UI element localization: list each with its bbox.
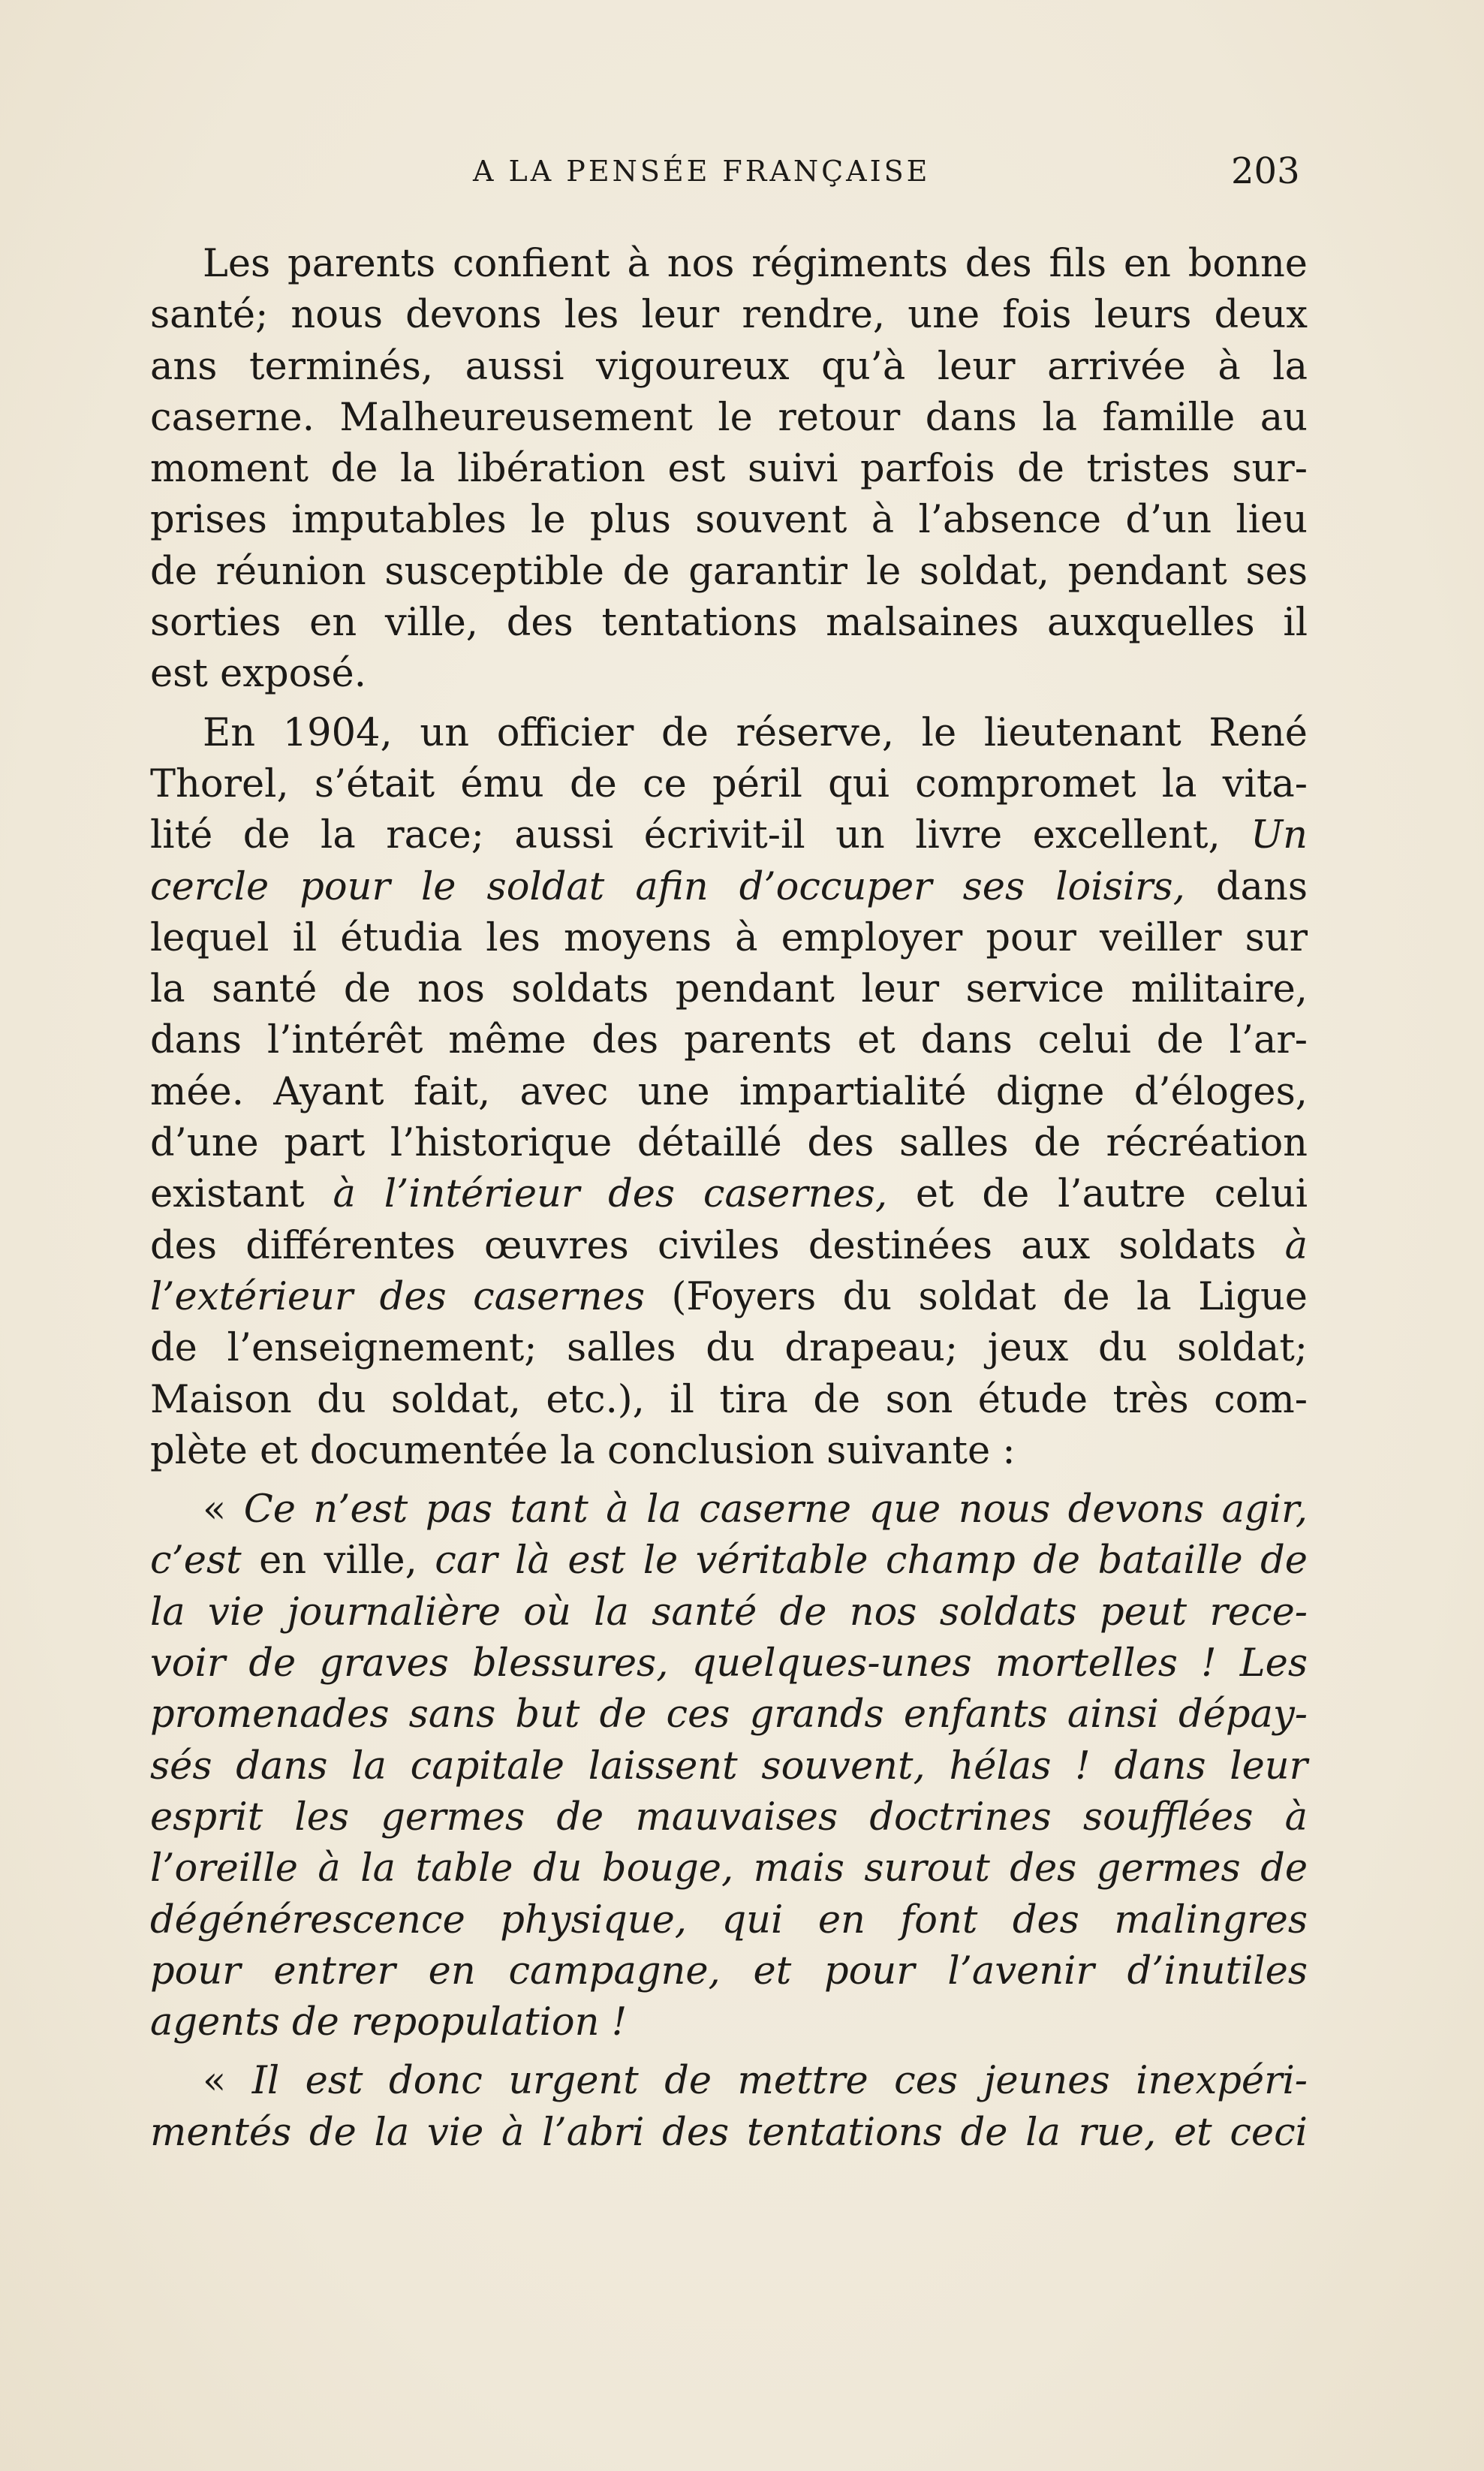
italic-text: mentés de la vie à l’abri des tentations de la rue, et ceci [150, 2110, 1308, 2155]
text-segment: en ville, [241, 1538, 435, 1584]
text-segment: En 1904, un officier de réserve, le lieutenant René [203, 710, 1308, 755]
text-segment: Thorel, s’était ému de ce péril qui compromet la vita- [150, 761, 1308, 806]
text-segment: dans l’intérêt même des parents et dans celui de l’ar- [150, 1018, 1308, 1063]
text-line [150, 1484, 1308, 1535]
text-segment: moment de la libération est suivi parfois de tristes sur- [150, 447, 1308, 492]
running-title: A LA PENSÉE FRANÇAISE [473, 155, 931, 188]
text-line [150, 1221, 1308, 1272]
running-head [0, 150, 1484, 195]
italic-text: agents de repopulation ! [150, 2000, 628, 2045]
text-segment: sorties en ville, des tentations malsaines auxquelles il [150, 601, 1308, 646]
italic-text: esprit les germes de mauvaises doctrines soufflées à [150, 1794, 1308, 1840]
italic-text: car là est le véritable champ de bataille de [435, 1538, 1308, 1584]
text-line [150, 598, 1308, 649]
italic-text: voir de graves blessures, quelques-unes mortelles ! Les [150, 1641, 1308, 1686]
text-segment: « [203, 1487, 244, 1532]
italic-text: l’extérieur des casernes [150, 1274, 646, 1319]
text-segment: « [203, 2059, 252, 2104]
text-segment: existant [150, 1172, 333, 1217]
text-line [150, 1169, 1308, 1220]
text-line [150, 759, 1308, 810]
text-segment: (Foyers du soldat de la Ligue [645, 1274, 1308, 1319]
text-segment: de l’enseignement; salles du drapeau; jeux du soldat; [150, 1326, 1308, 1371]
text-line [150, 290, 1308, 341]
italic-text: l’oreille à la table du bouge, mais surout des germes de [150, 1846, 1308, 1891]
text-line [150, 393, 1308, 444]
text-segment: est exposé. [150, 652, 366, 697]
text-line [150, 913, 1308, 964]
text-line [150, 2108, 1308, 2159]
text-line [150, 1895, 1308, 1946]
text-segment: de réunion susceptible de garantir le soldat, pendant ses [150, 549, 1308, 594]
text-line [150, 444, 1308, 495]
text-line [150, 1741, 1308, 1792]
text-line [150, 810, 1308, 861]
italic-text: la vie journalière où la santé de nos soldats peut rece- [150, 1590, 1308, 1635]
text-segment: lequel il étudia les moyens à employer pour veiller sur [150, 915, 1308, 960]
text-line [150, 342, 1308, 393]
text-segment: des différentes œuvres civiles destinées aux soldats [150, 1223, 1285, 1268]
italic-text: dégénérescence physique, qui en font des malingres [150, 1897, 1308, 1942]
text-line [150, 239, 1308, 290]
text-line [150, 1638, 1308, 1689]
text-line [150, 1946, 1308, 1997]
italic-text: à l’intérieur des casernes, [333, 1172, 888, 1217]
text-line [150, 862, 1308, 913]
text-line [150, 1067, 1308, 1118]
text-segment: Maison du soldat, etc.), il tira de son étude très com- [150, 1377, 1308, 1422]
text-line [150, 1587, 1308, 1638]
text-segment: Les parents confient à nos régiments des fils en bonne [203, 242, 1308, 286]
text-segment: dans [1184, 864, 1308, 909]
text-line [150, 1535, 1308, 1587]
text-line [150, 964, 1308, 1015]
text-segment: d’une part l’historique détaillé des salles de récréation [150, 1121, 1308, 1166]
text-line [150, 649, 1308, 700]
italic-text: pour entrer en campagne, et pour l’avenir d’inutiles [150, 1948, 1308, 1993]
text-line [150, 1375, 1308, 1426]
text-segment: mée. Ayant fait, avec une impartialité digne d’éloges, [150, 1069, 1308, 1114]
text-segment: prises imputables le plus souvent à l’absence d’un lieu [150, 498, 1308, 543]
italic-text: c’est [150, 1538, 242, 1584]
text-segment: lité de la race; aussi écrivit-il un livre excellent, [150, 813, 1251, 858]
text-segment: et de l’autre celui [887, 1172, 1308, 1217]
text-segment: caserne. Malheureusement le retour dans la famille au [150, 395, 1308, 440]
italic-text: promenades sans but de ces grands enfants ainsi dépay- [150, 1692, 1308, 1737]
text-line [150, 1323, 1308, 1374]
text-line [150, 547, 1308, 598]
text-line [150, 1997, 1308, 2048]
italic-text: Il est donc urgent de mettre ces jeunes inexpéri- [251, 2059, 1308, 2104]
text-line [150, 1272, 1308, 1323]
text-line [150, 1015, 1308, 1066]
body-text [150, 239, 1308, 2159]
text-segment: santé; nous devons les leur rendre, une fois leurs deux [150, 293, 1308, 338]
text-line [150, 1689, 1308, 1740]
text-line [150, 1426, 1308, 1477]
text-line [150, 2056, 1308, 2107]
text-line [150, 1792, 1308, 1843]
text-line [150, 708, 1308, 759]
text-segment: la santé de nos soldats pendant leur service militaire, [150, 967, 1308, 1012]
italic-text: sés dans la capitale laissent souvent, hélas ! dans leur [150, 1743, 1308, 1788]
text-segment: ans terminés, aussi vigoureux qu’à leur arrivée à la [150, 344, 1308, 389]
text-line [150, 1843, 1308, 1894]
italic-text: cercle pour le soldat afin d’occuper ses loisirs, [150, 864, 1185, 909]
text-line [150, 495, 1308, 546]
italic-text: à [1284, 1223, 1308, 1268]
text-line [150, 1118, 1308, 1169]
page-number: 203 [1231, 150, 1300, 192]
italic-text: Ce n’est pas tant à la caserne que nous devons agir, [243, 1487, 1308, 1532]
italic-text: Un [1251, 813, 1308, 858]
text-segment: plète et documentée la conclusion suivante : [150, 1428, 1016, 1473]
